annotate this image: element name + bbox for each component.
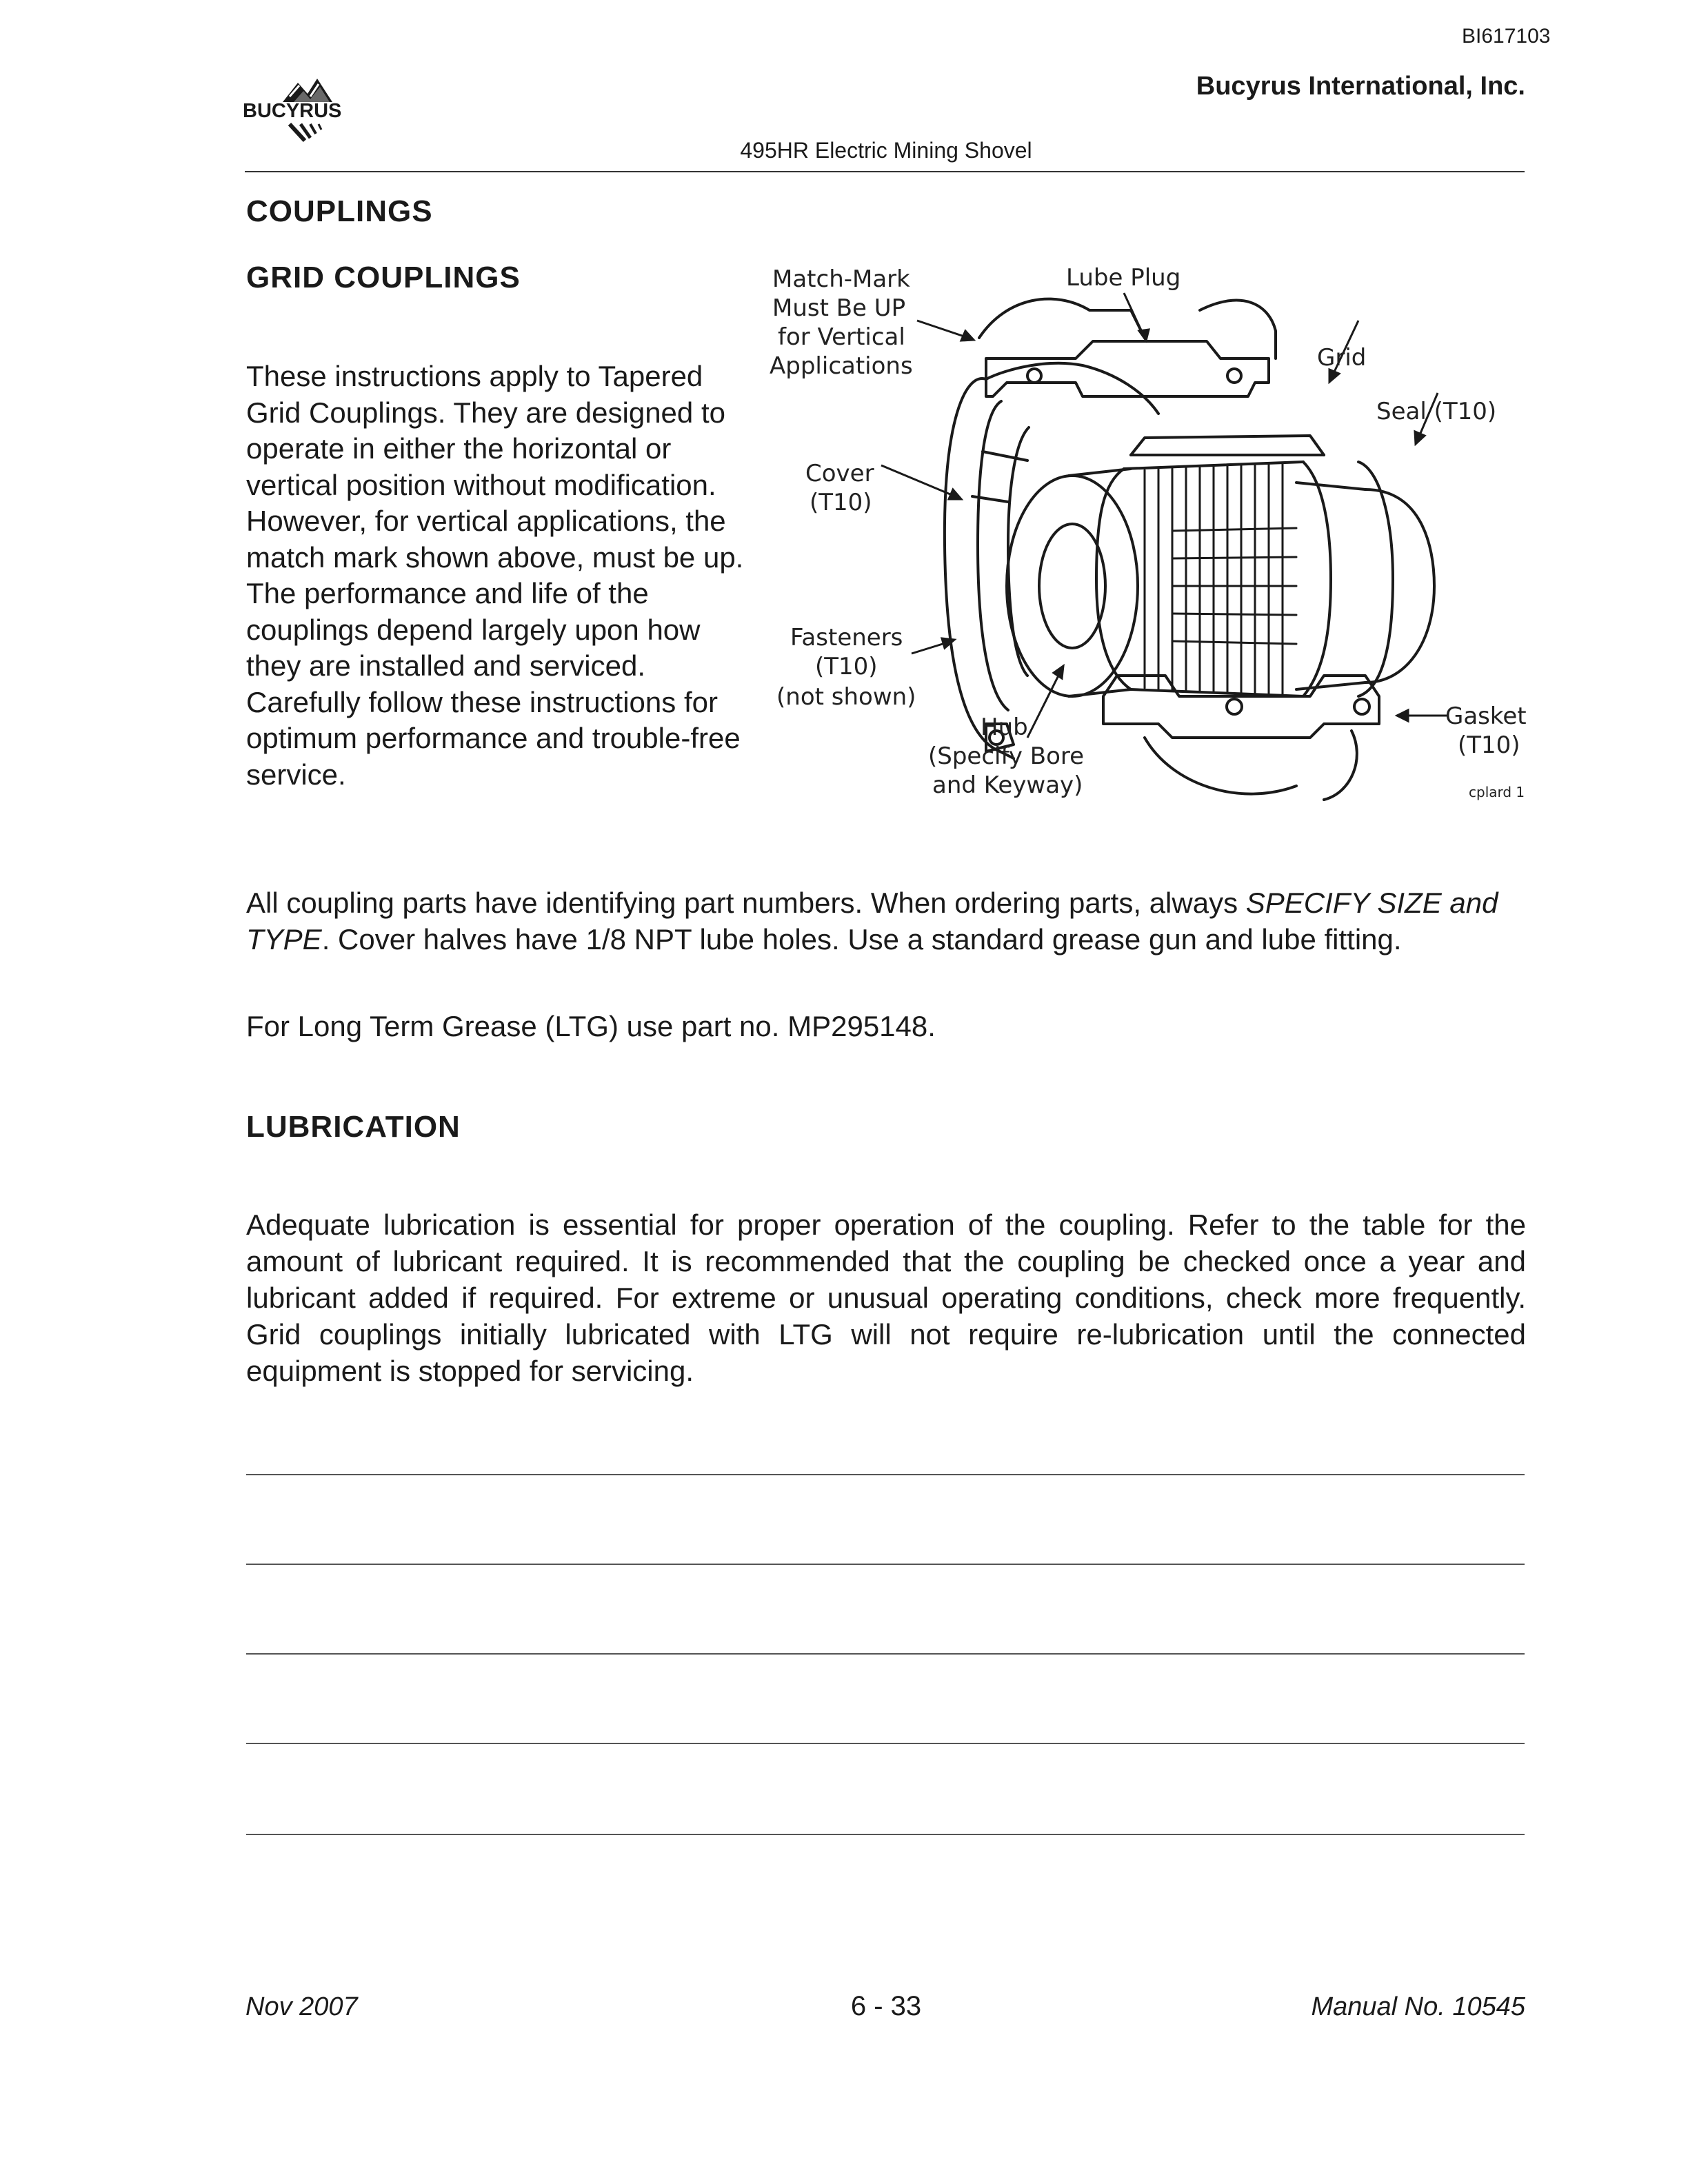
- subsection-title: GRID COUPLINGS: [246, 261, 521, 294]
- svg-text:Must Be UP: Must Be UP: [772, 294, 906, 322]
- svg-text:for Vertical: for Vertical: [778, 323, 905, 351]
- svg-text:Applications: Applications: [770, 352, 913, 380]
- label-lube-plug: Lube Plug: [1066, 264, 1181, 292]
- section-title: COUPLINGS: [246, 194, 433, 228]
- hub-front-face: [1007, 476, 1138, 696]
- note-line: [246, 1743, 1525, 1744]
- grid-coupling-diagram: [758, 255, 1531, 807]
- company-name: Bucyrus International, Inc.: [1196, 72, 1525, 101]
- grid-top: [1131, 436, 1324, 455]
- page-number: 6 - 33: [850, 1991, 922, 2021]
- note-line: [246, 1653, 1525, 1655]
- svg-text:(T10): (T10): [1458, 731, 1520, 759]
- label-hub: Hub: [981, 714, 1028, 741]
- lubrication-paragraph: Adequate lubrication is essential for proper operation of the coupling. Refer to the table for the amount of lubricant required. It is recommended that the coupling be checked once a year and lubricant added if required. For extreme or unusual operating conditions, check more frequently. Grid couplings initially lubricated with LTG will not require re-lubrication until the connected equipment is stopped for servicing.: [246, 1209, 1526, 1387]
- svg-text:and Keyway): and Keyway): [932, 771, 1083, 799]
- product-name: 495HR Electric Mining Shovel: [740, 138, 1032, 163]
- note-line: [246, 1474, 1525, 1475]
- intro-paragraph: These instructions apply to Tapered Grid Couplings. They are designed to operate in either the horizontal or vertical position without modification. However, for vertical applications, the match mark shown above, must be up. The performance and life of the couplings depend largely upon how they are installed and serviced. Carefully follow these instructions for optimum performance and trouble-free service.: [246, 360, 744, 791]
- label-seal: Seal (T10): [1376, 398, 1497, 425]
- label-fasteners: Fasteners: [790, 624, 903, 651]
- header-divider: [245, 171, 1525, 172]
- note-line: [246, 1834, 1525, 1835]
- figure-code: cplard 1: [1469, 784, 1525, 800]
- label-gasket: Gasket: [1445, 702, 1527, 730]
- manual-number: Manual No. 10545: [1311, 1992, 1525, 2021]
- lubrication-title: LUBRICATION: [246, 1110, 461, 1144]
- note-line: [246, 1564, 1525, 1565]
- hub-right: [1365, 489, 1434, 682]
- footer-date: Nov 2007: [245, 1992, 358, 2021]
- document-id: BI617103: [1462, 25, 1551, 48]
- label-match-mark: Match-Mark: [772, 265, 910, 293]
- svg-text:(T10): (T10): [810, 489, 872, 516]
- cover-top-arc: [979, 299, 1145, 338]
- parts-paragraph: All coupling parts have identifying part numbers. When ordering parts, always SPECIFY SIZE and TYPE. Cover halves have 1/8 NPT lube holes. Use a standard grease gun and lube fitting.: [246, 887, 1498, 956]
- svg-text:(T10): (T10): [815, 653, 878, 680]
- ltg-paragraph: For Long Term Grease (LTG) use part no. MP295148.: [246, 1010, 936, 1042]
- logo-wordmark: BUCYRUS: [243, 100, 342, 122]
- seal-ring: [1358, 462, 1393, 696]
- label-grid: Grid: [1317, 344, 1367, 372]
- label-cover: Cover: [805, 460, 874, 487]
- svg-text:(not shown): (not shown): [776, 683, 916, 711]
- svg-text:(Specify Bore: (Specify Bore: [928, 742, 1085, 770]
- cover-top-flange: [986, 341, 1269, 396]
